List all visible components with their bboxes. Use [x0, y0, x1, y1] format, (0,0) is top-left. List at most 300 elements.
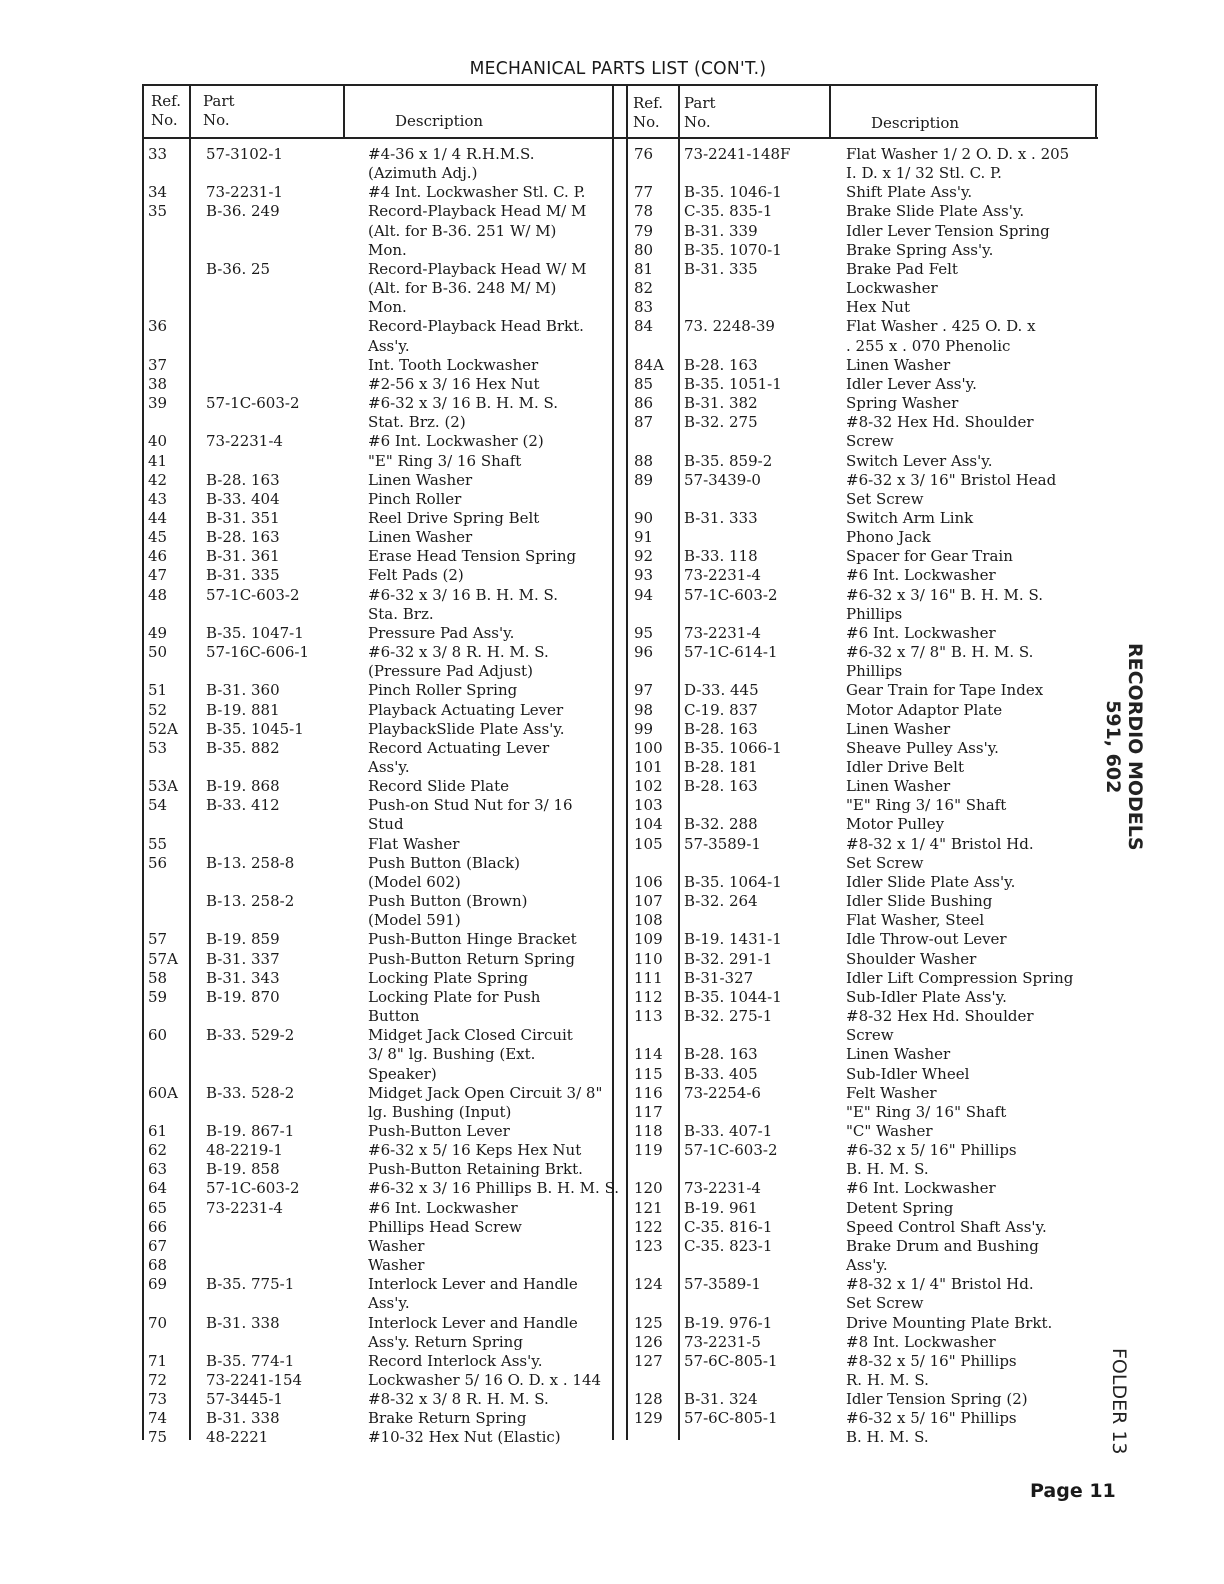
part-description: Flat Washer — [368, 834, 460, 853]
part-number: B-33. 529-2 — [206, 1026, 295, 1045]
table-row — [634, 1333, 1104, 1352]
ref-number: 43 — [148, 489, 168, 508]
part-description: Flat Washer 1/ 2 O. D. x . 205 — [846, 145, 1070, 163]
right-part-divider — [829, 84, 831, 138]
part-number: B-31. 338 — [206, 1409, 280, 1428]
ref-number: 91 — [634, 528, 654, 547]
part-description: #8-32 x 3/ 8 R. H. M. S. — [368, 1390, 549, 1409]
ref-number: 104 — [634, 815, 663, 834]
part-number: B-31. 335 — [684, 259, 758, 278]
part-description: PlaybackSlide Plate Ass'y. — [368, 719, 565, 738]
part-description: Gear Train for Tape Index — [846, 681, 1044, 700]
table-row — [634, 356, 1104, 375]
ref-number: 83 — [634, 298, 654, 317]
part-number: B-19. 870 — [206, 987, 280, 1006]
part-description: #8-32 x 1/ 4" Bristol Hd. — [846, 834, 1034, 853]
header-ref-line1: Ref. — [151, 92, 181, 110]
ref-number: 66 — [148, 1217, 168, 1236]
table-row — [148, 950, 614, 969]
part-description: (Pressure Pad Adjust) — [368, 662, 533, 681]
part-number: B-35. 882 — [206, 738, 280, 757]
part-description: Idler Drive Belt — [846, 758, 964, 776]
part-number: 57-1C-603-2 — [206, 394, 300, 413]
ref-number: 56 — [148, 853, 168, 872]
part-number: 57-3589-1 — [684, 1275, 761, 1294]
part-number: B-19. 858 — [206, 1160, 280, 1179]
part-description: Push Button (Black) — [368, 853, 521, 872]
part-description: Idler Slide Bushing — [846, 892, 993, 911]
table-row — [634, 643, 1104, 662]
part-description: Switch Arm Link — [846, 508, 974, 527]
part-description: Set Screw — [846, 853, 924, 872]
ref-number: 36 — [148, 317, 168, 336]
table-row — [148, 1371, 614, 1390]
ref-number: 117 — [634, 1102, 663, 1121]
part-number: B-33. 405 — [684, 1064, 758, 1083]
ref-number: 84 — [634, 317, 654, 336]
part-number: 73-2241-154 — [206, 1371, 303, 1389]
table-row — [148, 643, 614, 662]
table-row — [148, 164, 614, 183]
part-description: Linen Washer — [846, 777, 951, 796]
ref-number: 59 — [148, 987, 168, 1006]
ref-number: 54 — [148, 796, 168, 815]
ref-number: 121 — [634, 1198, 663, 1217]
part-number: B-35. 1044-1 — [684, 987, 782, 1006]
table-row — [148, 317, 614, 336]
ref-number: 70 — [148, 1313, 168, 1332]
table-row — [634, 777, 1104, 796]
table-row — [634, 1026, 1104, 1045]
part-description: Locking Plate for Push — [368, 987, 541, 1006]
part-number: B-31. 337 — [206, 949, 280, 968]
table-row — [148, 1122, 614, 1141]
part-description: (Alt. for B-36. 248 M/ M) — [368, 279, 557, 298]
part-description: (Model 602) — [368, 872, 461, 891]
part-number: C-35. 823-1 — [684, 1236, 773, 1255]
part-number: B-33. 407-1 — [684, 1121, 773, 1140]
part-description: Brake Drum and Bushing — [846, 1236, 1039, 1255]
part-number: B-19. 859 — [206, 930, 280, 949]
ref-number: 107 — [634, 892, 663, 911]
part-description: Washer — [368, 1236, 425, 1255]
part-description: Hex Nut — [846, 298, 910, 317]
part-number: B-28. 163 — [684, 1045, 758, 1064]
table-row — [148, 854, 614, 873]
ref-number: 60A — [148, 1083, 178, 1102]
part-description: #6 Int. Lockwasher — [846, 623, 996, 642]
ref-number: 84A — [634, 355, 664, 374]
table-row — [634, 1237, 1104, 1256]
part-number: 57-6C-805-1 — [684, 1351, 778, 1370]
part-description: Locking Plate Spring — [368, 968, 528, 987]
table-row — [634, 1045, 1104, 1064]
part-description: I. D. x 1/ 32 Stl. C. P. — [846, 164, 1002, 183]
part-number: C-35. 835-1 — [684, 202, 773, 221]
table-row — [634, 854, 1104, 873]
part-description: Screw — [846, 432, 894, 451]
table-row — [634, 1007, 1104, 1026]
part-description: Motor Adaptor Plate — [846, 700, 1003, 719]
ref-number: 128 — [634, 1390, 663, 1409]
table-row — [634, 202, 1104, 221]
table-row — [148, 1199, 614, 1218]
ref-number: 58 — [148, 968, 168, 987]
table-row — [148, 911, 614, 930]
ref-number: 81 — [634, 259, 654, 278]
part-number: B-31. 382 — [684, 394, 758, 413]
left-part-divider — [343, 84, 345, 138]
table-row — [148, 1065, 614, 1084]
part-number: B-32. 275-1 — [684, 1007, 773, 1026]
part-description: Flat Washer . 425 O. D. x — [846, 317, 1036, 336]
ref-number: 40 — [148, 432, 168, 451]
left-part-header — [203, 92, 235, 130]
ref-number: 95 — [634, 623, 654, 642]
ref-number: 98 — [634, 700, 654, 719]
table-row — [148, 1390, 614, 1409]
part-description: Screw — [846, 1026, 894, 1045]
ref-number: 93 — [634, 566, 654, 585]
ref-number: 46 — [148, 547, 168, 566]
table-row — [148, 298, 614, 317]
table-row — [148, 1141, 614, 1160]
part-description: lg. Bushing (Input) — [368, 1102, 512, 1121]
ref-number: 52A — [148, 719, 178, 738]
ref-number: 34 — [148, 183, 168, 202]
table-row — [148, 1409, 614, 1428]
ref-number: 103 — [634, 796, 663, 815]
part-number: B-35. 775-1 — [206, 1275, 295, 1294]
part-description: Linen Washer — [846, 1045, 951, 1064]
part-description: #6 Int. Lockwasher — [846, 566, 996, 585]
table-row — [148, 739, 614, 758]
part-description: #4 Int. Lockwasher Stl. C. P. — [368, 183, 586, 202]
part-number: B-19. 867-1 — [206, 1121, 295, 1140]
part-number: B-35. 1046-1 — [684, 183, 782, 202]
table-row — [148, 681, 614, 700]
table-row — [634, 1428, 1104, 1447]
part-number: B-31. 335 — [206, 566, 280, 585]
part-number: B-35. 774-1 — [206, 1351, 295, 1370]
center-divider-2 — [626, 84, 628, 1440]
part-description: Phillips — [846, 604, 903, 623]
ref-number: 53 — [148, 738, 168, 757]
table-row — [148, 720, 614, 739]
ref-number: 109 — [634, 930, 663, 949]
ref-number: 75 — [148, 1428, 168, 1447]
part-description: Button — [368, 1007, 420, 1026]
part-number: 57-16C-606-1 — [206, 643, 310, 662]
part-description: Push-Button Lever — [368, 1121, 510, 1140]
part-number: 57-1C-603-2 — [684, 1141, 778, 1160]
part-number: 73-2231-4 — [684, 1179, 761, 1198]
part-number: B-31. 338 — [206, 1313, 280, 1332]
header-part-line2: No. — [684, 113, 711, 131]
table-row — [148, 452, 614, 471]
part-description: Linen Washer — [368, 528, 473, 547]
part-description: (Model 591) — [368, 911, 461, 930]
part-description: Record-Playback Head M/ M — [368, 202, 587, 221]
ref-number: 52 — [148, 700, 168, 719]
part-description: Interlock Lever and Handle — [368, 1313, 578, 1332]
ref-number: 71 — [148, 1351, 168, 1370]
table-row — [634, 1352, 1104, 1371]
part-number: 73-2241-148F — [684, 145, 791, 163]
part-description: Midget Jack Open Circuit 3/ 8" — [368, 1083, 603, 1102]
table-row — [634, 586, 1104, 605]
part-description: Shoulder Washer — [846, 949, 977, 968]
ref-number: 101 — [634, 758, 663, 776]
part-description: Lockwasher 5/ 16 O. D. x . 144 — [368, 1371, 602, 1389]
part-description: Ass'y. — [846, 1256, 888, 1275]
part-description: Interlock Lever and Handle — [368, 1275, 578, 1294]
part-description: Set Screw — [846, 489, 924, 508]
part-description: Phillips — [846, 662, 903, 681]
ref-number: 64 — [148, 1179, 168, 1198]
table-row — [634, 815, 1104, 834]
part-description: Speaker) — [368, 1064, 437, 1083]
part-number: B-28. 163 — [206, 470, 280, 489]
part-number: C-35. 816-1 — [684, 1217, 773, 1236]
part-number: D-33. 445 — [684, 681, 759, 700]
table-row — [148, 1294, 614, 1313]
part-description: Mon. — [368, 298, 407, 317]
table-row — [148, 260, 614, 279]
table-row — [634, 1084, 1104, 1103]
ref-number: 86 — [634, 394, 654, 413]
table-row — [148, 662, 614, 681]
table-row — [634, 279, 1104, 298]
header-part-line1: Part — [203, 92, 235, 110]
part-description: B. H. M. S. — [846, 1428, 929, 1447]
ref-number: 44 — [148, 508, 168, 527]
part-description: Idler Slide Plate Ass'y. — [846, 872, 1016, 891]
part-description: Reel Drive Spring Belt — [368, 508, 540, 527]
part-description: Sta. Brz. — [368, 604, 434, 623]
part-description: #6-32 x 5/ 16 Keps Hex Nut — [368, 1141, 582, 1160]
part-description: #2-56 x 3/ 16 Hex Nut — [368, 374, 540, 393]
table-row — [634, 988, 1104, 1007]
table-row — [634, 1390, 1104, 1409]
table-row — [634, 164, 1104, 183]
part-description: Spring Washer — [846, 394, 959, 413]
ref-number: 61 — [148, 1121, 168, 1140]
table-row — [148, 796, 614, 815]
table-row — [634, 317, 1104, 336]
table-row — [634, 241, 1104, 260]
part-description: Idler Lever Ass'y. — [846, 374, 977, 393]
right-description-header: Description — [871, 114, 960, 132]
table-row — [148, 1275, 614, 1294]
part-description: 3/ 8" lg. Bushing (Ext. — [368, 1045, 536, 1064]
header-part-line2: No. — [203, 111, 230, 129]
table-row — [634, 452, 1104, 471]
table-row — [148, 1160, 614, 1179]
table-row — [148, 1352, 614, 1371]
part-description: Midget Jack Closed Circuit — [368, 1026, 573, 1045]
table-row — [148, 835, 614, 854]
part-description: #6 Int. Lockwasher — [368, 1198, 518, 1217]
part-description: Drive Mounting Plate Brkt. — [846, 1313, 1053, 1332]
part-number: B-32. 275 — [684, 413, 758, 432]
ref-number: 123 — [634, 1236, 663, 1255]
part-description: (Azimuth Adj.) — [368, 164, 478, 183]
ref-number: 78 — [634, 202, 654, 221]
table-row — [634, 1179, 1104, 1198]
ref-number: 68 — [148, 1256, 168, 1275]
table-row — [634, 1409, 1104, 1428]
part-number: 57-1C-603-2 — [684, 585, 778, 604]
part-description: Push-Button Hinge Bracket — [368, 930, 577, 949]
part-description: Speed Control Shaft Ass'y. — [846, 1217, 1047, 1236]
table-row — [148, 1179, 620, 1198]
table-row — [148, 509, 614, 528]
table-row — [634, 873, 1104, 892]
ref-number: 79 — [634, 221, 654, 240]
part-description: Pinch Roller — [368, 489, 462, 508]
part-description: B. H. M. S. — [846, 1160, 929, 1179]
part-description: "C" Washer — [846, 1121, 933, 1140]
part-description: Flat Washer, Steel — [846, 911, 985, 930]
table-row — [148, 1084, 614, 1103]
part-description: Push-on Stud Nut for 3/ 16 — [368, 796, 573, 815]
part-number: B-35. 1064-1 — [684, 872, 782, 891]
table-row — [148, 183, 614, 202]
part-description: Push Button (Brown) — [368, 892, 528, 911]
ref-number: 49 — [148, 623, 168, 642]
part-number: B-19. 868 — [206, 777, 280, 796]
part-description: Linen Washer — [368, 470, 473, 489]
part-description: #6-32 x 7/ 8" B. H. M. S. — [846, 643, 1034, 662]
part-description: Stat. Brz. (2) — [368, 413, 466, 432]
part-description: #6-32 x 3/ 16 Phillips B. H. M. S. — [368, 1179, 620, 1198]
side-label-line2: 591, 602 — [1102, 700, 1124, 794]
part-description: Phono Jack — [846, 528, 931, 547]
table-top-rule — [144, 84, 1098, 86]
ref-number: 85 — [634, 374, 654, 393]
part-number: 57-6C-805-1 — [684, 1409, 778, 1428]
ref-number: 41 — [148, 451, 168, 470]
table-row — [634, 1371, 1104, 1390]
part-description: Spacer for Gear Train — [846, 547, 1013, 566]
part-number: B-31. 361 — [206, 547, 280, 566]
table-row — [148, 413, 614, 432]
left-description-header: Description — [395, 112, 484, 130]
ref-number: 127 — [634, 1351, 663, 1370]
ref-number: 72 — [148, 1371, 168, 1389]
part-description: Idle Throw-out Lever — [846, 930, 1007, 949]
part-number: 73-2231-4 — [206, 432, 283, 451]
ref-number: 51 — [148, 681, 168, 700]
table-row — [148, 815, 614, 834]
table-left-border — [142, 84, 144, 1440]
table-row — [634, 260, 1104, 279]
ref-number: 122 — [634, 1217, 663, 1236]
ref-number: 55 — [148, 834, 168, 853]
part-number: 48-2219-1 — [206, 1141, 283, 1160]
part-number: 48-2221 — [206, 1428, 269, 1447]
part-description: Erase Head Tension Spring — [368, 547, 577, 566]
ref-number: 33 — [148, 145, 168, 163]
table-row — [148, 873, 614, 892]
part-number: B-35. 1045-1 — [206, 719, 304, 738]
ref-number: 42 — [148, 470, 168, 489]
part-number: 73. 2248-39 — [684, 317, 775, 336]
table-row — [634, 145, 1104, 164]
part-number: B-28. 163 — [684, 355, 758, 374]
part-number: B-33. 118 — [684, 547, 758, 566]
table-row — [148, 1428, 614, 1447]
part-description: #8-32 Hex Hd. Shoulder — [846, 1007, 1034, 1026]
table-row — [148, 988, 614, 1007]
ref-number: 57A — [148, 949, 178, 968]
part-number: B-31. 333 — [684, 508, 758, 527]
table-row — [634, 1103, 1104, 1122]
table-row — [634, 1160, 1104, 1179]
part-number: C-19. 837 — [684, 700, 758, 719]
part-description: #10-32 Hex Nut (Elastic) — [368, 1428, 561, 1447]
part-description: Sub-Idler Wheel — [846, 1064, 970, 1083]
part-description: #6-32 x 3/ 8 R. H. M. S. — [368, 643, 549, 662]
side-label-line1: RECORDIO MODELS — [1124, 643, 1146, 851]
table-row — [634, 566, 1104, 585]
table-row — [634, 624, 1104, 643]
part-number: B-28. 163 — [206, 528, 280, 547]
part-description: Sub-Idler Plate Ass'y. — [846, 987, 1007, 1006]
left-ref-header — [151, 92, 181, 130]
table-row — [148, 586, 614, 605]
part-number: B-13. 258-2 — [206, 892, 295, 911]
part-description: Brake Return Spring — [368, 1409, 527, 1428]
table-row — [148, 222, 614, 241]
part-description: Idler Tension Spring (2) — [846, 1390, 1028, 1409]
part-description: Lockwasher — [846, 279, 938, 298]
part-number: B-35. 1047-1 — [206, 623, 304, 642]
ref-number: 57 — [148, 930, 168, 949]
ref-number: 110 — [634, 949, 663, 968]
table-row — [634, 1218, 1104, 1237]
right-ref-header — [633, 94, 663, 132]
page-number: Page 11 — [1030, 1480, 1116, 1502]
part-number: 73-2231-4 — [684, 623, 761, 642]
part-description: Record-Playback Head W/ M — [368, 259, 587, 278]
table-row — [148, 1237, 614, 1256]
part-description: Phillips Head Screw — [368, 1217, 522, 1236]
table-row — [634, 394, 1104, 413]
ref-number: 39 — [148, 394, 168, 413]
part-description: Ass'y. Return Spring — [368, 1332, 523, 1351]
table-row — [148, 892, 614, 911]
table-row — [634, 183, 1104, 202]
part-number: B-31. 339 — [684, 221, 758, 240]
part-description: Linen Washer — [846, 355, 951, 374]
table-row — [148, 356, 614, 375]
part-description: Brake Spring Ass'y. — [846, 240, 994, 259]
table-row — [148, 394, 614, 413]
table-row — [634, 701, 1104, 720]
part-description: #6-32 x 5/ 16" Phillips — [846, 1409, 1017, 1428]
part-description: Record Slide Plate — [368, 777, 509, 796]
ref-number: 106 — [634, 872, 663, 891]
ref-number: 112 — [634, 987, 663, 1006]
ref-number: 100 — [634, 738, 663, 757]
part-description: Felt Pads (2) — [368, 566, 464, 585]
part-number: B-31. 360 — [206, 681, 280, 700]
part-description: Switch Lever Ass'y. — [846, 451, 993, 470]
right-part-header — [684, 94, 716, 132]
table-row — [634, 605, 1104, 624]
